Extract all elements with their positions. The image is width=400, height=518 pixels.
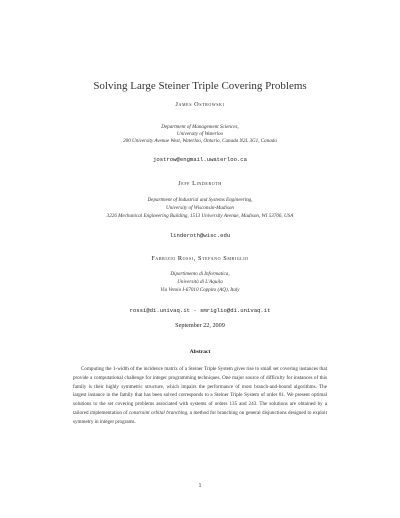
author-affiliation-line: University of Wisconsin-Madison [166,205,234,211]
author-affiliation-line: 3226 Mechanical Engineering Building, 1513 University Avenue, Madison, WI 53706, USA [106,213,294,219]
author-email: jostrow@engmail.uwaterloo.ca [153,156,247,163]
paper-date: September 22, 2009 [175,322,225,329]
author-name: James Ostrowski [175,101,225,108]
author-email: rossi@di.univaq.it · smriglio@di.univaq.it [129,307,271,314]
author-affiliation-line: University of Waterloo [176,131,224,137]
author-affiliation-line: Via Vetoio I-67010 Coppito (AQ), Italy [160,287,240,293]
author-email: linderoth@wisc.edu [169,232,231,239]
author-name: Fabrizio Rossi, Stefano Smriglio [151,255,249,262]
abstract-body [73,365,327,426]
author-affiliation-line: Università di L'Aquila [177,279,223,285]
abstract-emphasis: constraint orbital branching [128,409,188,416]
abstract-text: Computing the 1-width of the incidence matrix of a Steiner Triple System gives rise to small set covering instances that provide a computational challenge for integer programming techniques. One major source of difficulty for instances of this family is their highly symmetric structure, which impairs the performance of most branch-and-bound algorithms. The largest instance in the family that has been solved corresponds to a Steiner Triple System of order 81. We present optimal solutions to the set covering problems associated with systems of orders 135 and 243. The solutions are obtained by a tailored implementation of [73,366,327,416]
abstract-text: , a method for branching on general disjunctions designed to exploit symmetry in integer programs. [73,409,328,425]
author-affiliation-line: Department of Industrial and Systems Engineering, [147,197,253,203]
author-affiliation-line: 200 University Avenue West, Waterloo, Ontario, Canada N2L 3G1, Canada [123,138,277,144]
author-name: Jeff Linderoth [178,180,222,187]
abstract-heading: Abstract [189,349,211,355]
author-affiliation-line: Dipartimento di Informatica, [170,271,230,277]
paper-title: Solving Large Steiner Triple Covering Problems [93,80,307,92]
author-affiliation-line: Department of Management Sciences, [161,124,239,130]
page-number: 1 [198,483,202,489]
